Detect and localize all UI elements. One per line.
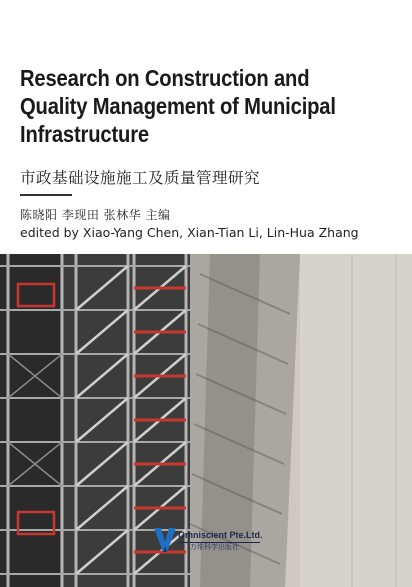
editors-chinese: 陈晓阳 李现田 张林华 主编 [20, 208, 171, 222]
publisher-name: Omniscient Pte.Ltd. [178, 530, 263, 540]
chinese-title: 市政基础设施施工及质量管理研究 [20, 169, 261, 187]
editors-english: edited by Xiao-Yang Chen, Xian-Tian Li, Lin-Hua Zhang [20, 225, 359, 240]
title-line-3: Infrastructure [20, 121, 149, 147]
publisher-v-icon [154, 528, 176, 552]
divider-rule [20, 194, 72, 196]
title-line-2: Quality Management of Municipal [20, 93, 336, 119]
publisher-name-chinese: 万维科学出版社 [190, 543, 239, 551]
cover-photo-scaffolding [0, 254, 412, 587]
cover-title [20, 64, 347, 148]
publisher-logo [154, 528, 274, 558]
title-line-1: Research on Construction and [20, 65, 310, 91]
